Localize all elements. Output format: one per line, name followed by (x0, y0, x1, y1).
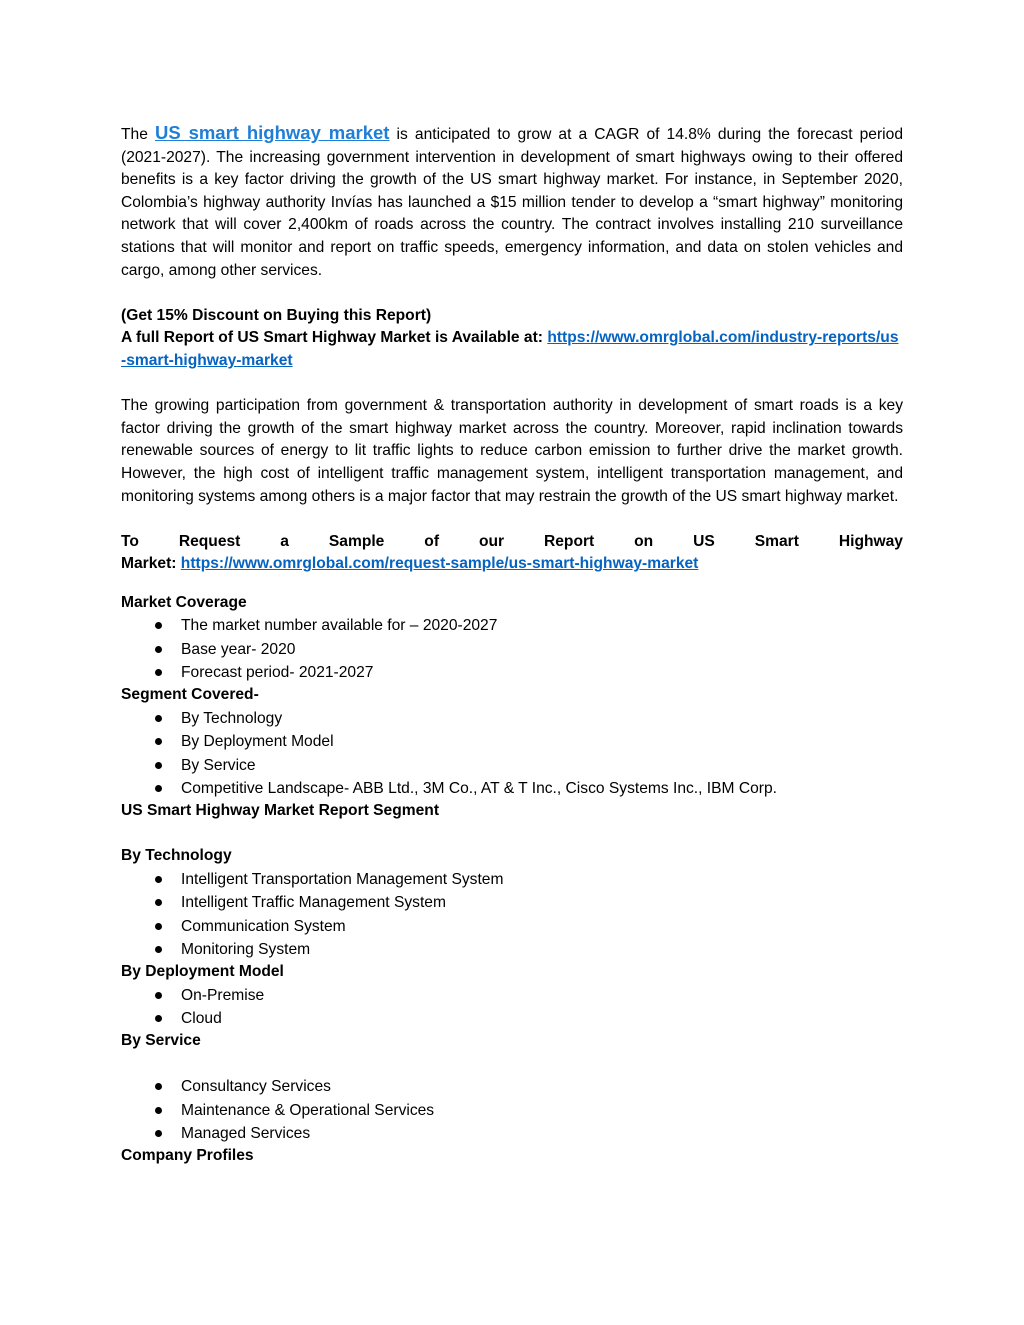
list-item: The market number available for – 2020-2027 (181, 614, 903, 637)
by-service-heading: By Service (121, 1032, 201, 1050)
report-segment-heading: US Smart Highway Market Report Segment (121, 802, 440, 820)
sample-request-word: our (478, 532, 505, 550)
list-item: Intelligent Transportation Management System (181, 868, 903, 891)
list-item: Communication System (181, 915, 903, 938)
sample-request-word: a (280, 532, 289, 550)
growth-paragraph: The growing participation from government & transportation authority in development of smart roads is a key factor driving the growth of the smart highway market across the country. Moreover, rapid inclination towards renewable sources of energy to lit traffic lights to reduce carbon emission to further drive the market growth. However, the high cost of intelligent traffic management system, intelligent transportation management, and monitoring systems among others is a major factor that may restrain the growth of the US smart highway market. (121, 397, 903, 505)
list-item: Competitive Landscape- ABB Ltd., 3M Co., AT & T Inc., Cisco Systems Inc., IBM Corp. (181, 777, 903, 800)
list-item: Cloud (181, 1007, 903, 1030)
sample-request-word: US (693, 532, 715, 550)
list-item: Monitoring System (181, 938, 903, 961)
sample-request-word: Smart (754, 532, 799, 550)
request-sample-link[interactable]: https://www.omrglobal.com/request-sample/us-smart-highway-market (180, 555, 699, 573)
full-report-link[interactable]: https://www.omrglobal.com/industry-reports/us-smart-highway-market (121, 329, 899, 369)
market-coverage-heading: Market Coverage (121, 593, 247, 611)
discount-line: (Get 15% Discount on Buying this Report) (121, 306, 432, 324)
full-report-label: A full Report of US Smart Highway Market is Available at: (121, 329, 548, 347)
list-item: By Service (181, 754, 903, 777)
list-item: Intelligent Traffic Management System (181, 891, 903, 914)
sample-market-label: Market: (121, 555, 181, 573)
full-report-line (121, 327, 903, 372)
sample-request-word: Report (543, 532, 595, 550)
by-deployment-list (121, 984, 903, 1031)
list-item: Base year- 2020 (181, 638, 903, 661)
list-item: Consultancy Services (181, 1075, 903, 1098)
sample-request-line-2 (121, 553, 903, 576)
list-item: Maintenance & Operational Services (181, 1099, 903, 1122)
sample-request-line (121, 531, 903, 554)
segment-covered-heading: Segment Covered- (121, 686, 259, 704)
intro-text-rest: is anticipated to grow at a CAGR of 14.8% during the forecast period (2021-2027). The increasing government intervention in development of smart highways owing to their offered benefits is a key factor driving the growth of the US smart highway market. For instance, in September 2020, Colombia’s highway authority Invías has launched a $15 million tender to develop a “smart highway” monitoring network that will cover 2,400km of roads across the country. The contract involves installing 210 surveillance stations that will monitor and report on traffic speeds, emergency information, and data on stolen vehicles and cargo, among other services. (121, 126, 903, 279)
market-coverage-list (121, 614, 903, 684)
us-smart-highway-market-link[interactable]: US smart highway market (154, 122, 390, 143)
list-item: Forecast period- 2021-2027 (181, 661, 903, 684)
by-technology-heading: By Technology (121, 847, 232, 865)
company-profiles-heading: Company Profiles (121, 1147, 254, 1165)
intro-paragraph (121, 122, 903, 282)
list-item: By Technology (181, 707, 903, 730)
segment-covered-list (121, 707, 903, 800)
sample-request-word: of (424, 532, 440, 550)
sample-request-word: To (121, 532, 139, 550)
by-deployment-heading: By Deployment Model (121, 963, 284, 981)
sample-request-word: Highway (838, 532, 903, 550)
intro-text-start: The (121, 126, 155, 143)
list-item: By Deployment Model (181, 730, 903, 753)
sample-request-word: Request (178, 532, 241, 550)
by-technology-list (121, 868, 903, 961)
list-item: Managed Services (181, 1122, 903, 1145)
list-item: On-Premise (181, 984, 903, 1007)
sample-request-word: on (634, 532, 654, 550)
by-service-list (121, 1075, 903, 1145)
sample-request-word: Sample (328, 532, 385, 550)
